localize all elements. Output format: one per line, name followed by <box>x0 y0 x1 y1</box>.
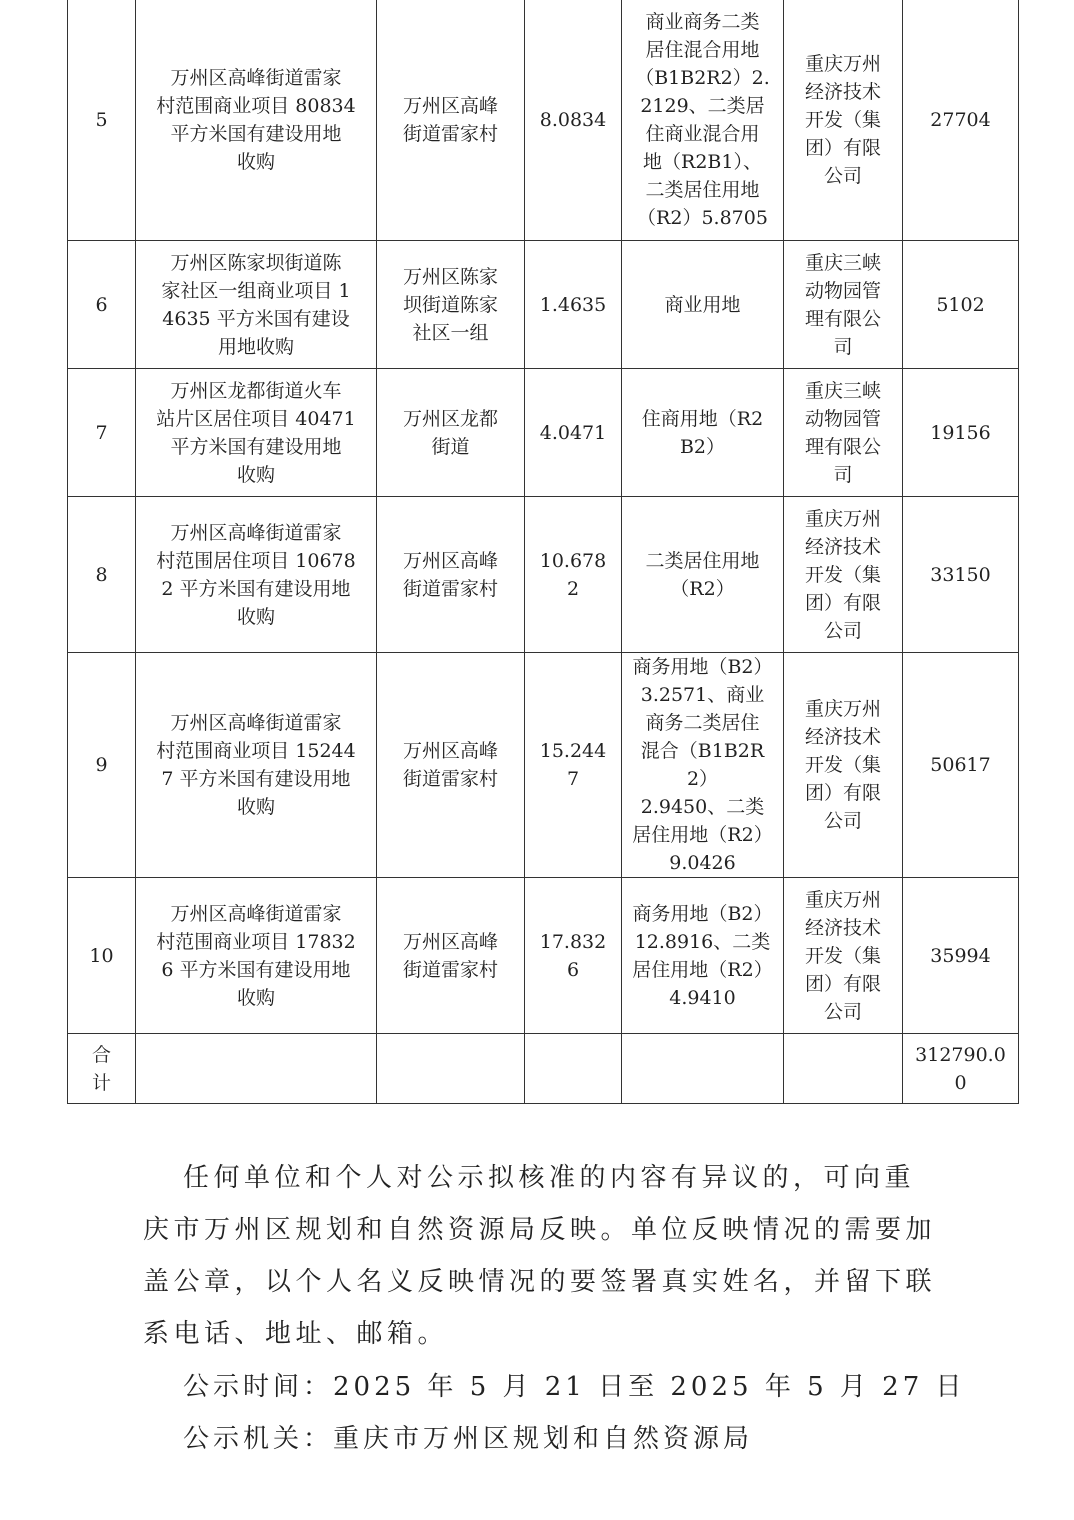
row-number: 6 <box>68 241 136 369</box>
project-location: 万州区龙都 街道 <box>377 369 525 497</box>
land-area: 8.0834 <box>525 0 622 241</box>
land-use: 商业商务二类 居住混合用地 （B1B2R2）2. 2129、二类居 住商业混合用 地（R2B1）、 二类居住用地 （R2）5.8705 <box>622 0 784 241</box>
total-row <box>68 1034 1019 1104</box>
project-name: 万州区高峰街道雷家 村范围居住项目 10678 2 平方米国有建设用地 收购 <box>136 497 377 653</box>
acquiring-unit: 重庆万州 经济技术 开发（集 团）有限 公司 <box>784 0 903 241</box>
row-number: 8 <box>68 497 136 653</box>
project-name: 万州区高峰街道雷家 村范围商业项目 15244 7 平方米国有建设用地 收购 <box>136 653 377 878</box>
price-value: 35994 <box>903 878 1019 1034</box>
land-area: 4.0471 <box>525 369 622 497</box>
table-row <box>68 0 1019 241</box>
land-area: 15.244 7 <box>525 653 622 878</box>
price-value: 5102 <box>903 241 1019 369</box>
empty-cell <box>377 1034 525 1104</box>
row-number: 5 <box>68 0 136 241</box>
project-name: 万州区龙都街道火车 站片区居住项目 40471 平方米国有建设用地 收购 <box>136 369 377 497</box>
empty-cell <box>136 1034 377 1104</box>
project-location: 万州区高峰 街道雷家村 <box>377 0 525 241</box>
project-location: 万州区高峰 街道雷家村 <box>377 878 525 1034</box>
row-number: 7 <box>68 369 136 497</box>
empty-cell <box>622 1034 784 1104</box>
empty-cell <box>525 1034 622 1104</box>
project-location: 万州区陈家 坝街道陈家 社区一组 <box>377 241 525 369</box>
table-row <box>68 369 1019 497</box>
project-location: 万州区高峰 街道雷家村 <box>377 497 525 653</box>
publicity-authority: 公示机关：重庆市万州区规划和自然资源局 <box>183 1424 754 1454</box>
table-row <box>68 878 1019 1034</box>
land-acquisition-table <box>67 0 1019 1104</box>
project-location: 万州区高峰 街道雷家村 <box>377 653 525 878</box>
row-number: 10 <box>68 878 136 1034</box>
project-name: 万州区陈家坝街道陈 家社区一组商业项目 1 4635 平方米国有建设 用地收购 <box>136 241 377 369</box>
table-row <box>68 497 1019 653</box>
land-use: 住商用地（R2 B2） <box>622 369 784 497</box>
total-label: 合 计 <box>68 1034 136 1104</box>
publicity-period: 公示时间：2025 年 5 月 21 日至 2025 年 5 月 27 日 <box>183 1372 966 1402</box>
price-value: 19156 <box>903 369 1019 497</box>
total-price: 312790.0 0 <box>903 1034 1019 1104</box>
land-area: 10.678 2 <box>525 497 622 653</box>
land-area: 17.832 6 <box>525 878 622 1034</box>
price-value: 27704 <box>903 0 1019 241</box>
project-name: 万州区高峰街道雷家 村范围商业项目 17832 6 平方米国有建设用地 收购 <box>136 878 377 1034</box>
acquiring-unit: 重庆三峡 动物园管 理有限公 司 <box>784 369 903 497</box>
price-value: 33150 <box>903 497 1019 653</box>
acquiring-unit: 重庆万州 经济技术 开发（集 团）有限 公司 <box>784 653 903 878</box>
row-number: 9 <box>68 653 136 878</box>
land-area: 1.4635 <box>525 241 622 369</box>
project-name: 万州区高峰街道雷家 村范围商业项目 80834 平方米国有建设用地 收购 <box>136 0 377 241</box>
table-row <box>68 241 1019 369</box>
objection-notice: 任何单位和个人对公示拟核准的内容有异议的，可向重庆市万州区规划和自然资源局反映。单位反映情况的需要加盖公章，以个人名义反映情况的要签署真实姓名，并留下联系电话、地址、邮箱。 <box>143 1163 937 1349</box>
land-use: 商务用地（B2） 3.2571、商业 商务二类居住 混合（B1B2R2） 2.9450、二类 居住用地（R2） 9.0426 <box>622 653 784 878</box>
acquiring-unit: 重庆万州 经济技术 开发（集 团）有限 公司 <box>784 878 903 1034</box>
land-use: 商业用地 <box>622 241 784 369</box>
acquiring-unit: 重庆万州 经济技术 开发（集 团）有限 公司 <box>784 497 903 653</box>
price-value: 50617 <box>903 653 1019 878</box>
land-use: 商务用地（B2） 12.8916、二类 居住用地（R2） 4.9410 <box>622 878 784 1034</box>
empty-cell <box>784 1034 903 1104</box>
land-use: 二类居住用地 （R2） <box>622 497 784 653</box>
acquiring-unit: 重庆三峡 动物园管 理有限公 司 <box>784 241 903 369</box>
table-row <box>68 653 1019 878</box>
